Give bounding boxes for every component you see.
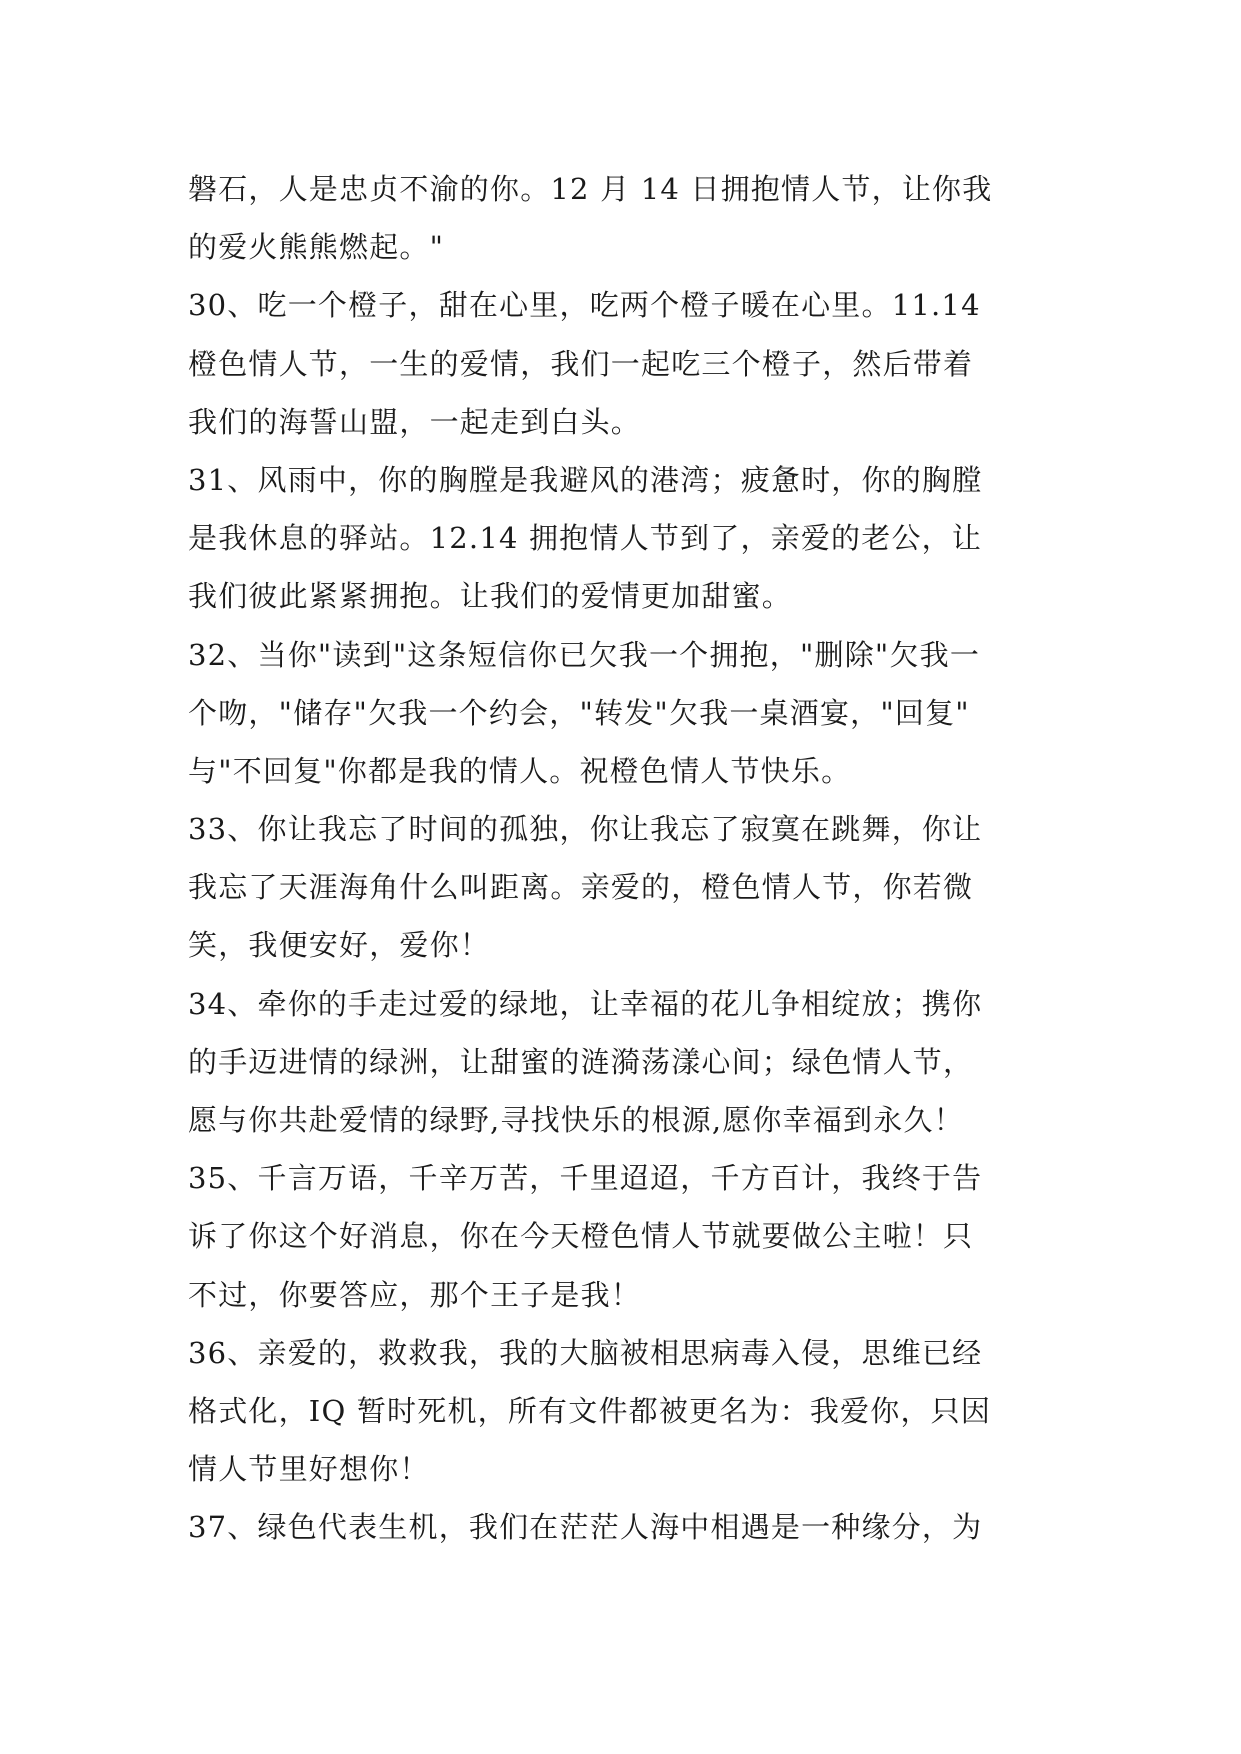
text-line: 我忘了天涯海角什么叫距离。亲爱的，橙色情人节，你若微: [188, 870, 974, 905]
text-line: 诉了你这个好消息，你在今天橙色情人节就要做公主啦！只: [188, 1219, 974, 1254]
text-line: 31、风雨中，你的胸膛是我避风的港湾；疲惫时，你的胸膛: [188, 462, 983, 497]
text-line: 不过，你要答应，那个王子是我！: [188, 1277, 642, 1312]
text-line: 33、你让我忘了时间的孤独，你让我忘了寂寞在跳舞，你让: [188, 812, 983, 847]
text-line: 35、千言万语，千辛万苦，千里迢迢，千方百计，我终于告: [188, 1161, 983, 1196]
text-line: 32、当你"读到"这条短信你已欠我一个拥抱，"删除"欠我一: [188, 637, 981, 672]
text-line: 笑，我便安好，爱你！: [188, 928, 491, 963]
text-line: 情人节里好想你！: [188, 1452, 430, 1487]
text-line: 我们的海誓山盟，一起走到白头。: [188, 404, 642, 439]
text-line: 36、亲爱的，救救我，我的大脑被相思病毒入侵，思维已经: [188, 1335, 983, 1370]
text-line: 是我休息的驿站。12.14 拥抱情人节到了，亲爱的老公，让: [188, 521, 983, 556]
text-line: 的爱火熊熊燃起。": [188, 230, 445, 265]
text-line: 与"不回复"你都是我的情人。祝橙色情人节快乐。: [188, 753, 852, 788]
text-line: 个吻，"储存"欠我一个约会，"转发"欠我一桌酒宴，"回复": [188, 695, 970, 730]
text-line: 橙色情人节，一生的爱情，我们一起吃三个橙子，然后带着: [188, 346, 974, 381]
text-line: 30、吃一个橙子，甜在心里，吃两个橙子暖在心里。11.14: [188, 288, 981, 323]
text-line: 格式化，IQ 暂时死机，所有文件都被更名为：我爱你，只因: [188, 1393, 992, 1428]
text-line: 磐石，人是忠贞不渝的你。12 月 14 日拥抱情人节，让你我: [188, 172, 993, 206]
document-body: [188, 160, 1068, 1557]
text-line: 愿与你共赴爱情的绿野,寻找快乐的根源,愿你幸福到永久！: [188, 1103, 964, 1137]
text-line: 37、绿色代表生机，我们在茫茫人海中相遇是一种缘分，为: [188, 1510, 983, 1545]
text-line: 的手迈进情的绿洲，让甜蜜的涟漪荡漾心间；绿色情人节，: [188, 1044, 974, 1079]
text-line: 34、牵你的手走过爱的绿地，让幸福的花儿争相绽放；携你: [188, 986, 983, 1021]
text-line: 我们彼此紧紧拥抱。让我们的爱情更加甜蜜。: [188, 579, 793, 614]
